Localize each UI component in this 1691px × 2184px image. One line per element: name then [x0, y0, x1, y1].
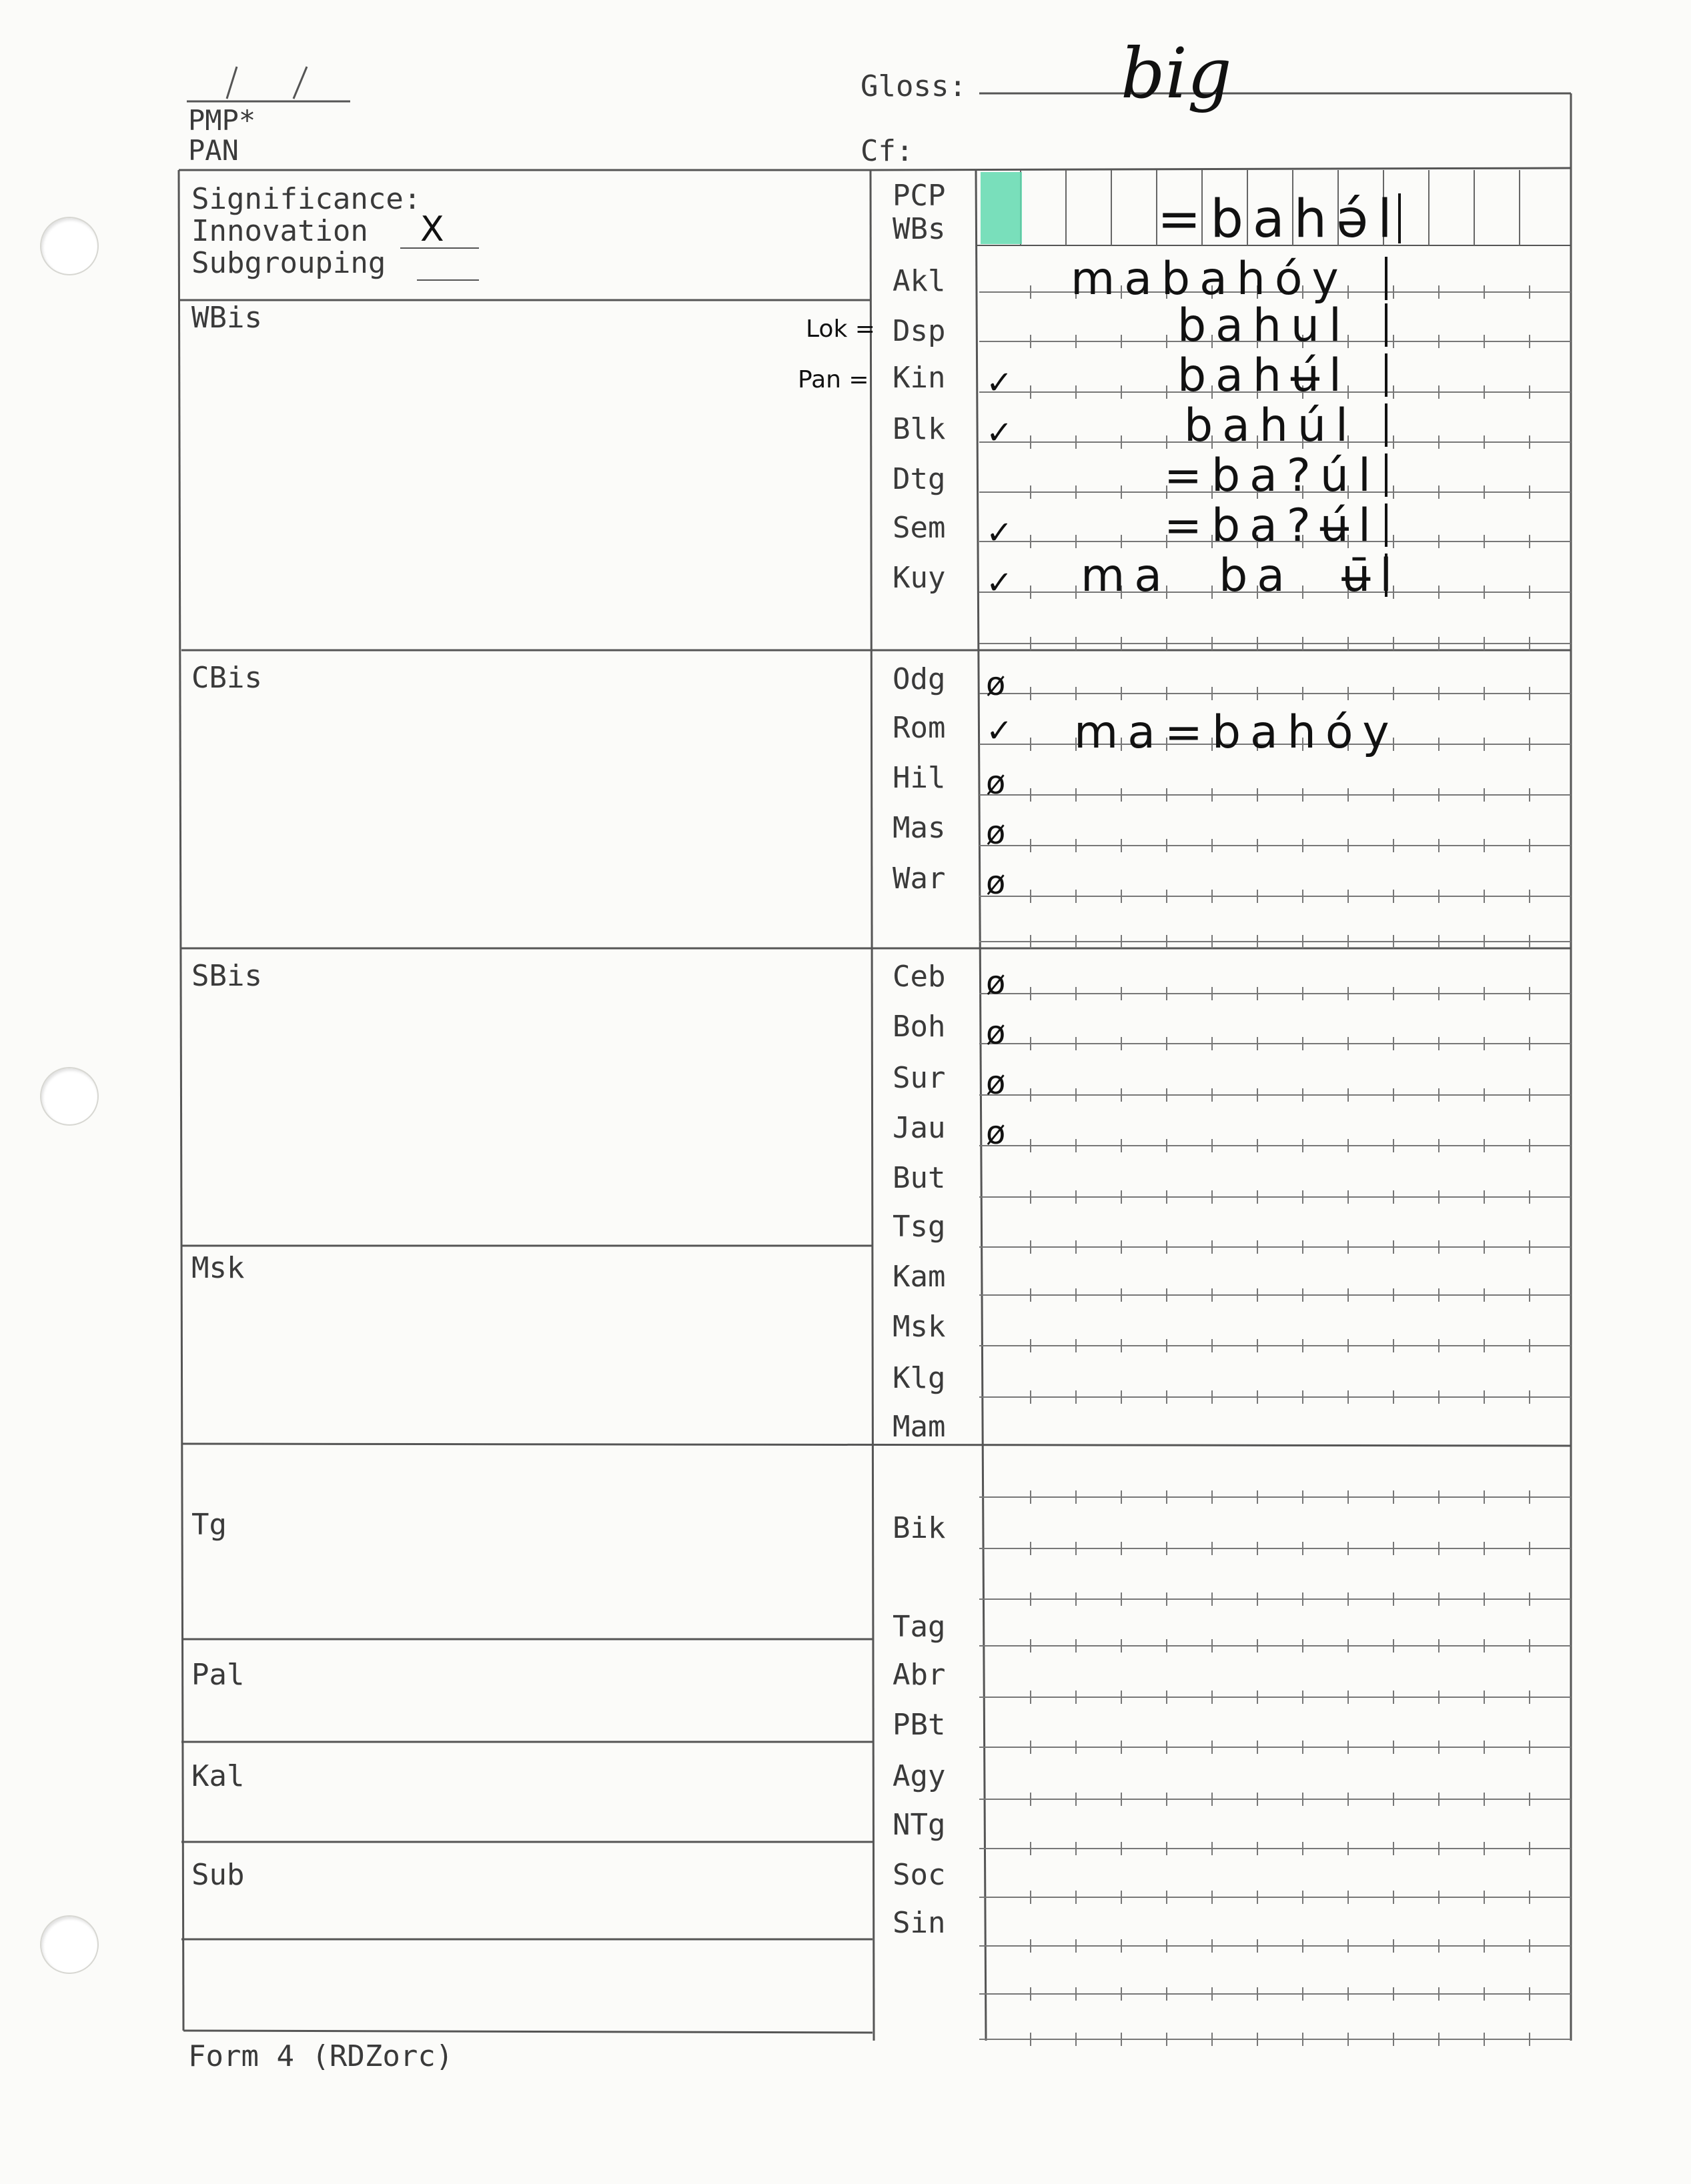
lang-code: But	[893, 1161, 946, 1195]
lang-code: Msk	[893, 1310, 946, 1344]
lang-code: Boh	[893, 1010, 946, 1044]
rom-form: ma=bahóy	[1074, 706, 1399, 759]
subgrouping-label: Subgrouping	[191, 246, 386, 280]
pan-equals-note: Pan =	[798, 366, 869, 393]
akl-form: mabahóy	[1071, 253, 1348, 305]
innovation-label: Innovation	[191, 214, 368, 248]
lang-code: Mam	[893, 1410, 946, 1444]
lang-code: WBs	[893, 212, 946, 246]
lang-code: Soc	[893, 1858, 946, 1892]
section-label-msk: Msk	[191, 1251, 245, 1285]
kuy-mark: ✓	[986, 564, 1013, 602]
lang-code: Klg	[893, 1361, 946, 1395]
lang-code: Dtg	[893, 462, 946, 496]
mas-mark: ø	[986, 814, 1006, 852]
gloss-label: Gloss:	[861, 69, 967, 103]
section-label-wbis: WBis	[191, 301, 262, 335]
section-label-kal: Kal	[191, 1759, 245, 1793]
lang-code: Mas	[893, 811, 946, 845]
sem-mark: ✓	[986, 514, 1013, 552]
ceb-mark: ø	[986, 964, 1006, 1002]
lang-code: War	[893, 862, 946, 896]
rom-mark: ✓	[986, 712, 1013, 750]
lang-code: PCP	[893, 179, 946, 213]
hil-mark: ø	[986, 764, 1006, 802]
section-label-sub: Sub	[191, 1858, 245, 1892]
section-label-sbis: SBis	[191, 959, 262, 993]
sem-form: =ba?ʉ́l	[1164, 499, 1380, 552]
kin-mark: ✓	[986, 364, 1013, 401]
lok-equals-note: Lok =	[806, 315, 875, 343]
odg-mark: ø	[986, 666, 1006, 703]
dsp-form: bahul	[1177, 299, 1351, 352]
wbs-form: =bahə́l	[1157, 189, 1401, 249]
blk-form: bahúl	[1184, 399, 1357, 452]
lang-code: Jau	[893, 1111, 946, 1145]
lang-code: Sin	[893, 1906, 946, 1940]
gloss-value: big	[1121, 33, 1232, 114]
lang-code: Tag	[893, 1610, 946, 1644]
pan-label: PAN	[188, 134, 239, 167]
lang-code: Sem	[893, 511, 946, 545]
lang-code: Kuy	[893, 561, 946, 595]
lang-code: Rom	[893, 711, 946, 745]
war-mark: ø	[986, 864, 1006, 902]
significance-title: Significance:	[191, 182, 422, 216]
sur-mark: ø	[986, 1064, 1006, 1102]
jau-mark: ø	[986, 1114, 1006, 1152]
lang-code: PBt	[893, 1708, 946, 1742]
lang-code: Blk	[893, 412, 946, 446]
lang-code: Ceb	[893, 960, 946, 994]
lang-code: Kam	[893, 1260, 946, 1294]
lang-code: Kin	[893, 361, 946, 395]
lang-code: NTg	[893, 1808, 946, 1842]
lang-code: Dsp	[893, 314, 946, 348]
lang-code: Hil	[893, 761, 946, 795]
lang-code: Odg	[893, 662, 946, 696]
lang-code: Akl	[893, 264, 946, 298]
lang-code: Abr	[893, 1658, 946, 1692]
kin-form: bahʉ́l	[1177, 349, 1351, 402]
lang-code: Sur	[893, 1061, 946, 1095]
innovation-mark: X	[420, 209, 444, 249]
form-label: Form 4 (RDZorc)	[188, 2039, 454, 2073]
kuy-form: ma ba ʉ̄l	[1081, 550, 1402, 602]
lang-code: Bik	[893, 1511, 946, 1545]
lang-code: Agy	[893, 1759, 946, 1793]
section-label-tg: Tg	[191, 1508, 227, 1542]
pmp-label: PMP*	[188, 104, 256, 137]
pcp-highlight-cell	[981, 172, 1022, 244]
blk-mark: ✓	[986, 414, 1013, 451]
boh-mark: ø	[986, 1014, 1006, 1052]
section-label-cbis: CBis	[191, 661, 262, 695]
lang-code: Tsg	[893, 1210, 946, 1244]
section-label-pal: Pal	[191, 1658, 245, 1692]
cf-label: Cf:	[861, 134, 914, 168]
dtg-form: =ba?úl	[1164, 449, 1380, 502]
